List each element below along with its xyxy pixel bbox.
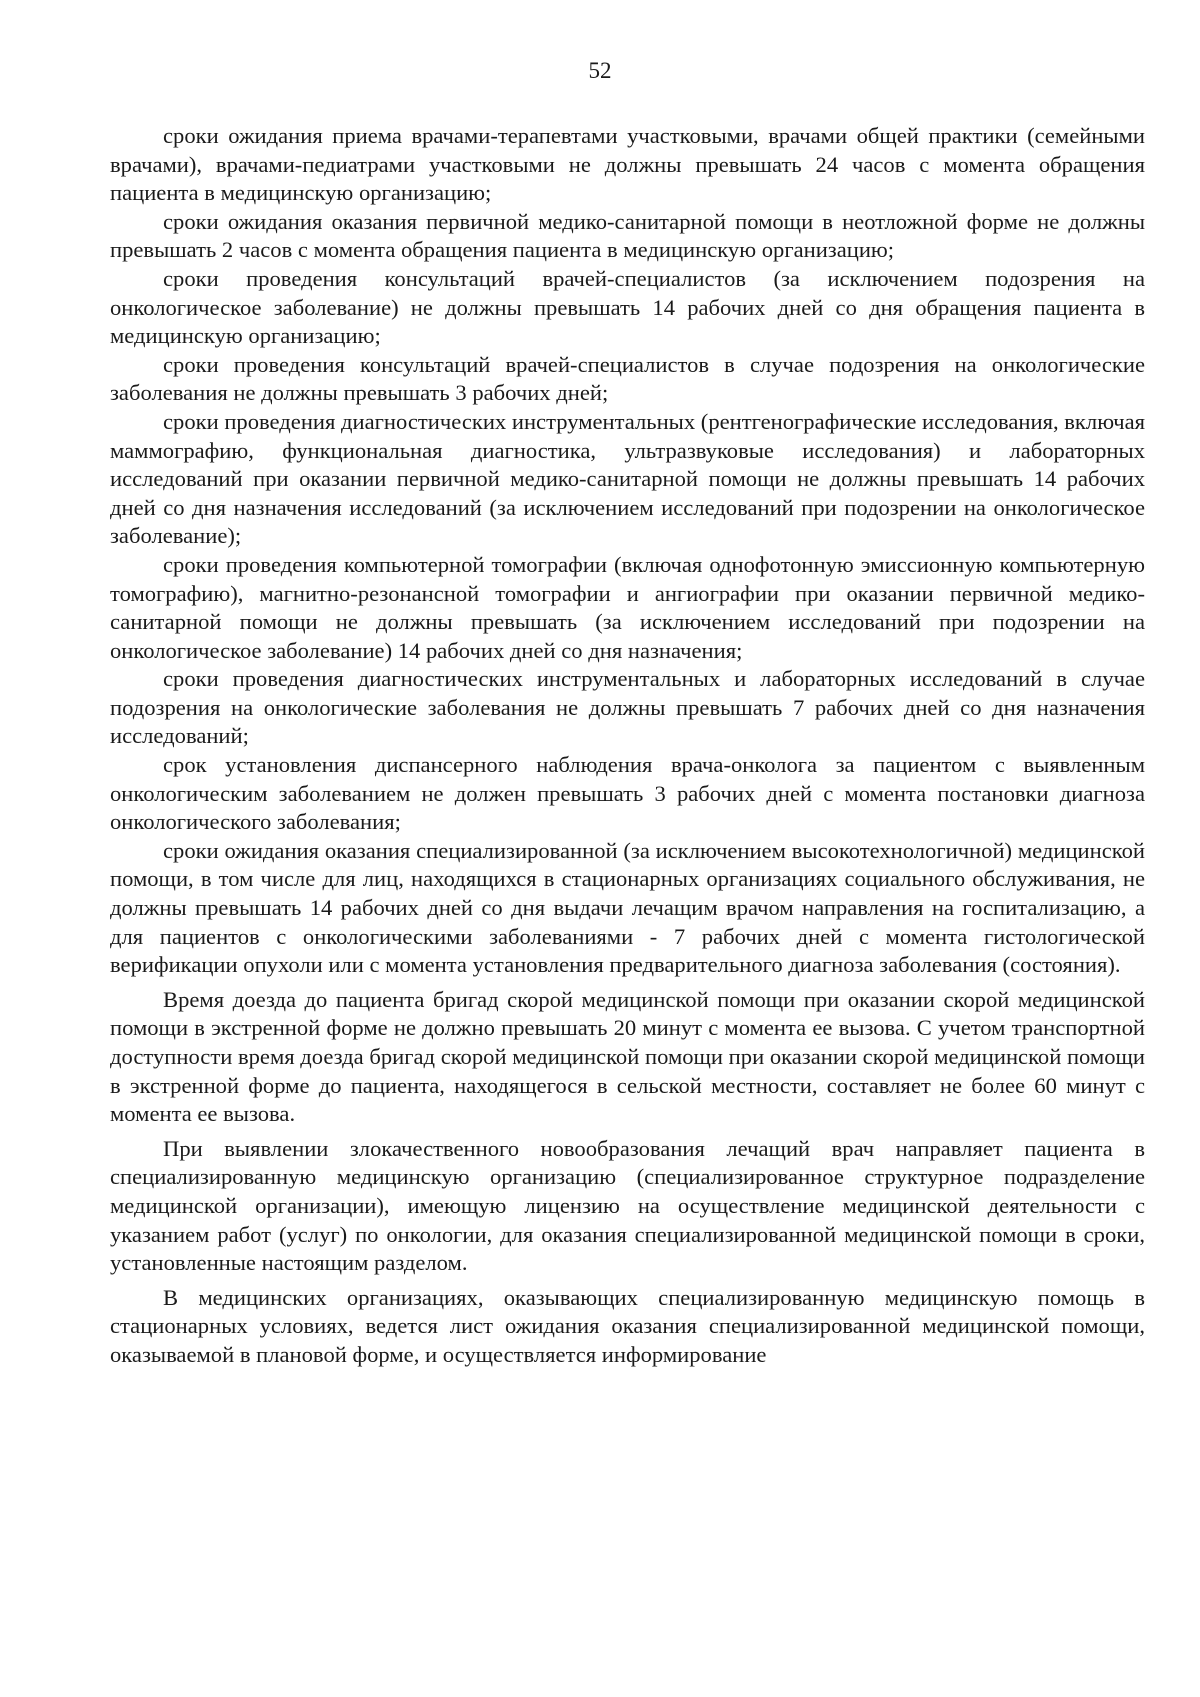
document-body [110,122,1145,1370]
page-number: 52 [588,58,612,83]
paragraph-specialist-consultations: сроки проведения консультаций врачей-специалистов (за исключением подозрения на онкологическое заболевание) не должны превышать 14 рабочих дней со дня обращения пациента в медицинскую организацию; [110,265,1145,349]
paragraph-diagnostic-studies: сроки проведения диагностических инструментальных (рентгенографические исследования, включая маммографию, функциональная диагностика, ультразвуковые исследования) и лабораторных исследований при оказании первичной медико-санитарной помощи не должны превышать 14 рабочих дней со дня назначения исследований (за исключением исследований при подозрении на онкологическое заболевание); [110,408,1145,549]
paragraph-malignancy-referral: При выявлении злокачественного новообразования лечащий врач направляет пациента в специализированную медицинскую организацию (специализированное структурное подразделение медицинской организации), имеющую лицензию на осуществление медицинской деятельности с указанием работ (услуг) по онкологии, для оказания специализированной медицинской помощи в сроки, установленные настоящим разделом. [110,1135,1145,1276]
paragraph-oncology-consultations: сроки проведения консультаций врачей-специалистов в случае подозрения на онкологические заболевания не должны превышать 3 рабочих дней; [110,351,1145,406]
paragraph-urgent-primary-care: сроки ожидания оказания первичной медико-санитарной помощи в неотложной форме не должны превышать 2 часов с момента обращения пациента в медицинскую организацию; [110,208,1145,263]
paragraph-tomography: сроки проведения компьютерной томографии (включая однофотонную эмиссионную компьютерную томографию), магнитно-резонансной томографии и ангиографии при оказании первичной медико-санитарной помощи не должны превышать (за исключением исследований при подозрении на онкологическое заболевание) 14 рабочих дней со дня назначения; [110,551,1145,663]
paragraph-waiting-list: В медицинских организациях, оказывающих специализированную медицинскую помощь в стационарных условиях, ведется лист ожидания оказания специализированной медицинской помощи, оказываемой в плановой форме, и осуществляется информирование [110,1284,1145,1367]
paragraph-oncology-diagnostics: сроки проведения диагностических инструментальных и лабораторных исследований в случае подозрения на онкологические заболевания не должны превышать 7 рабочих дней со дня назначения исследований; [110,666,1145,749]
paragraph-ambulance-time: Время доезда до пациента бригад скорой медицинской помощи при оказании скорой медицинской помощи в экстренной форме не должно превышать 20 минут с момента ее вызова. С учетом транспортной доступности время доезда бригад скорой медицинской помощи при оказании скорой медицинской помощи в экстренной форме до пациента, находящегося в сельской местности, составляет не более 60 минут с момента ее вызова. [110,986,1145,1127]
paragraph-dispensary-observation: срок установления диспансерного наблюдения врача-онколога за пациентом с выявленным онкологическим заболеванием не должен превышать 3 рабочих дней с момента постановки диагноза онкологического заболевания; [110,752,1145,835]
paragraph-waiting-therapists: сроки ожидания приема врачами-терапевтами участковыми, врачами общей практики (семейными врачами), врачами-педиатрами участковыми не должны превышать 24 часов с момента обращения пациента в медицинскую организацию; [110,123,1145,206]
paragraph-specialized-care: сроки ожидания оказания специализированной (за исключением высокотехнологичной) медицинской помощи, в том числе для лиц, находящихся в стационарных организациях социального обслуживания, не должны превышать 14 рабочих дней со дня выдачи лечащим врачом направления на госпитализацию, а для пациентов с онкологическими заболеваниями - 7 рабочих дней с момента гистологической верификации опухоли или с момента установления предварительного диагноза заболевания (состояния). [110,837,1145,978]
